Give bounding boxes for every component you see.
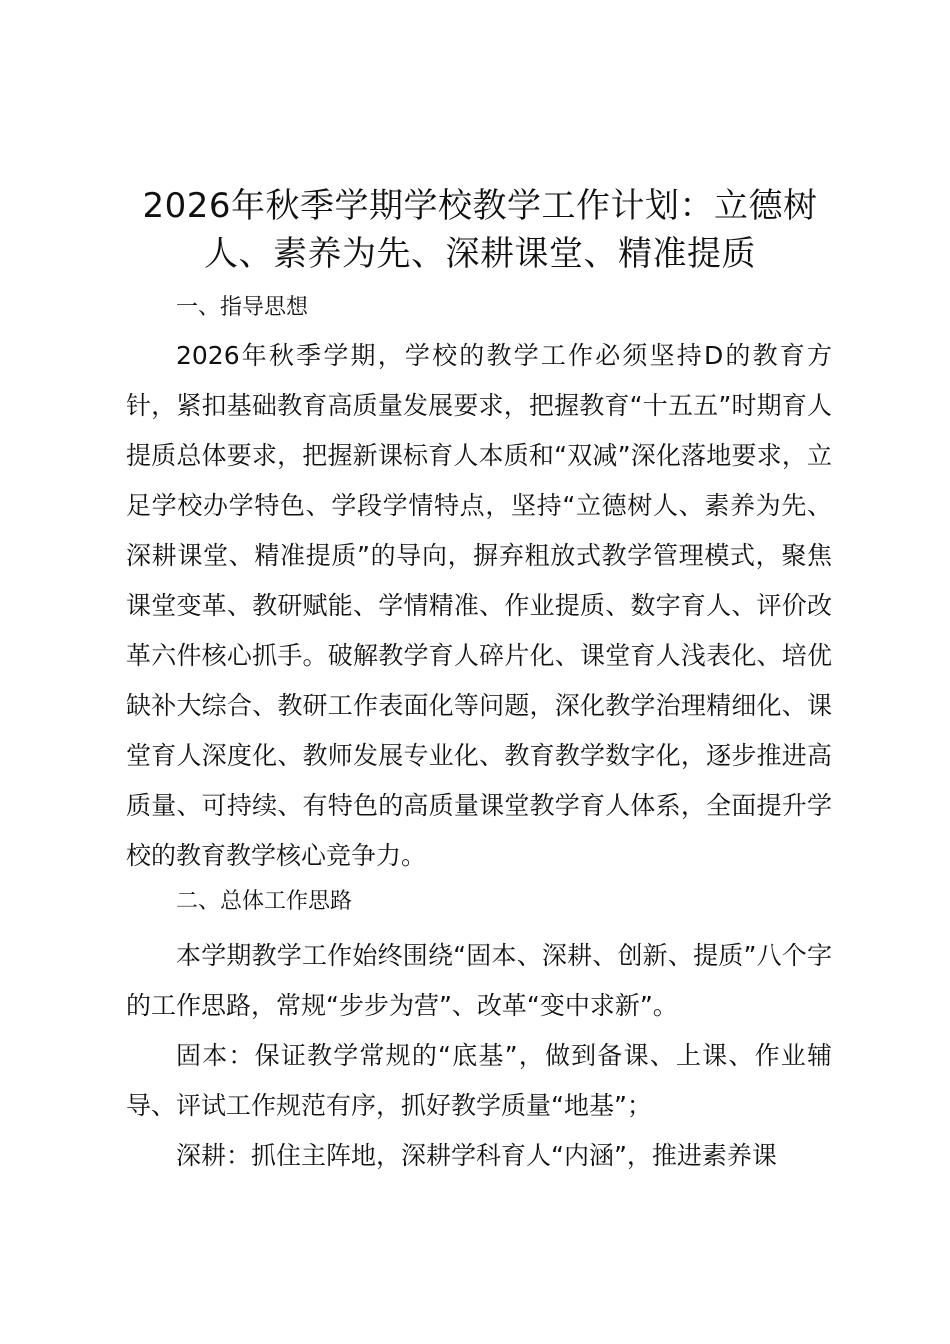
paragraph-gu-ben: 固本：保证教学常规的“底基”，做到备课、上课、作业辅导、评试工作规范有序，抓好教学质量“地基”； — [126, 1041, 832, 1120]
section-heading-guiding-ideology: 一、指导思想 — [176, 295, 309, 320]
document-title: 2026年秋季学期学校教学工作计划：立德树人、素养为先、深耕课堂、精准提质 — [142, 186, 818, 274]
paragraph-shen-geng: 深耕：抓住主阵地，深耕学科育人“内涵”，推进素养课 — [176, 1141, 777, 1170]
section-heading-overall-approach: 二、总体工作思路 — [176, 889, 353, 914]
paragraph-guiding-ideology: 2026年秋季学期，学校的教学工作必须坚持D的教育方针，紧扣基础教育高质量发展要求，把握教育“十五五”时期育人提质总体要求，把握新课标育人本质和“双减”深化落地要求，立足学校办学特色、学段学情特点，坚持“立德树人、素养为先、深耕课堂、精准提质”的导向，摒弃粗放式教学管理模式，聚焦课堂变革、教研赋能、学情精准、作业提质、数字育人、评价改革六件核心抓手。破解教学育人碎片化、课堂育人浅表化、培优缺补大综合、教研工作表面化等问题，深化教学治理精细化、课堂育人深度化、教师发展专业化、教育教学数字化，逐步推进高质量、可持续、有特色的高质量课堂教学育人体系，全面提升学校的教育教学核心竞争力。 — [126, 341, 832, 870]
paragraph-overall-approach: 本学期教学工作始终围绕“固本、深耕、创新、提质”八个字的工作思路，常规“步步为营”、改革“变中求新”。 — [126, 941, 832, 1020]
